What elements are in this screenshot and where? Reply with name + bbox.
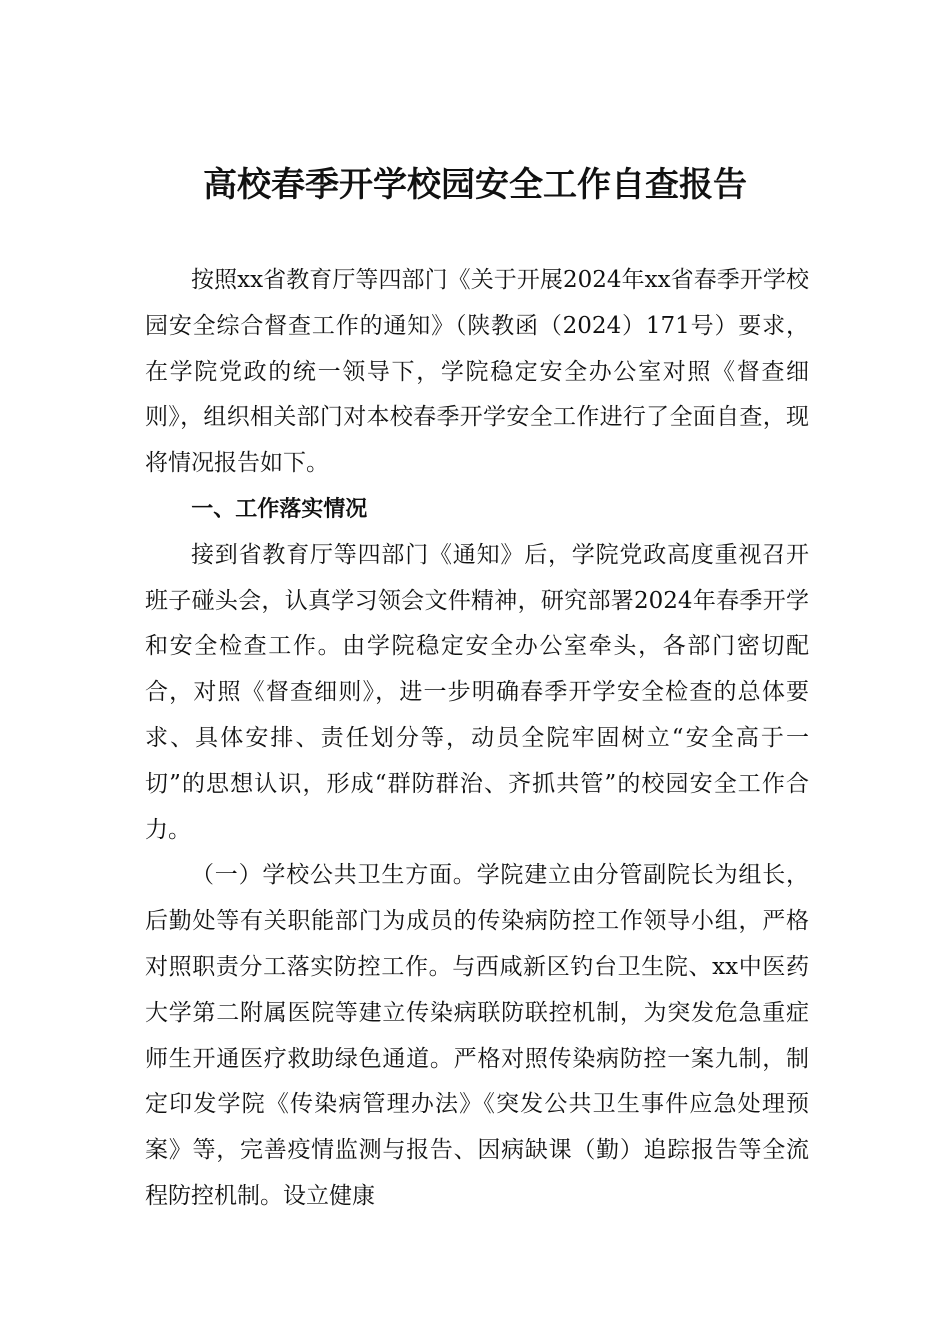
intro-paragraph: 按照xx省教育厅等四部门《关于开展2024年xx省春季开学校园安全综合督查工作的通知》（陕教函（2024）171号）要求，在学院党政的统一领导下，学院稳定安全办公室对照《督查细则》，组织相关部门对本校春季开学安全工作进行了全面自查，现将情况报告如下。: [145, 267, 809, 477]
document-title: 高校春季开学校园安全工作自查报告: [203, 165, 747, 205]
section-heading: 一、工作落实情况: [191, 496, 368, 522]
document-body: [145, 258, 809, 1220]
section-paragraph: 接到省教育厅等四部门《通知》后，学院党政高度重视召开班子碰头会，认真学习领会文件精神，研究部署2024年春季开学和安全检查工作。由学院稳定安全办公室牵头，各部门密切配合，对照《督查细则》，进一步明确春季开学安全检查的总体要求、具体安排、责任划分等，动员全院牢固树立“安全高于一切”的思想认识，形成“群防群治、齐抓共管”的校园安全工作合力。: [145, 541, 809, 843]
section-paragraph: （一）学校公共卫生方面。学院建立由分管副院长为组长，后勤处等有关职能部门为成员的传染病防控工作领导小组，严格对照职责分工落实防控工作。与西咸新区钓台卫生院、xx中医药大学第二附属医院等建立传染病联防联控机制，为突发危急重症师生开通医疗救助绿色通道。严格对照传染病防控一案九制，制定印发学院《传染病管理办法》《突发公共卫生事件应急处理预案》等，完善疫情监测与报告、因病缺课（勤）追踪报告等全流程防控机制。设立健康: [145, 862, 809, 1209]
